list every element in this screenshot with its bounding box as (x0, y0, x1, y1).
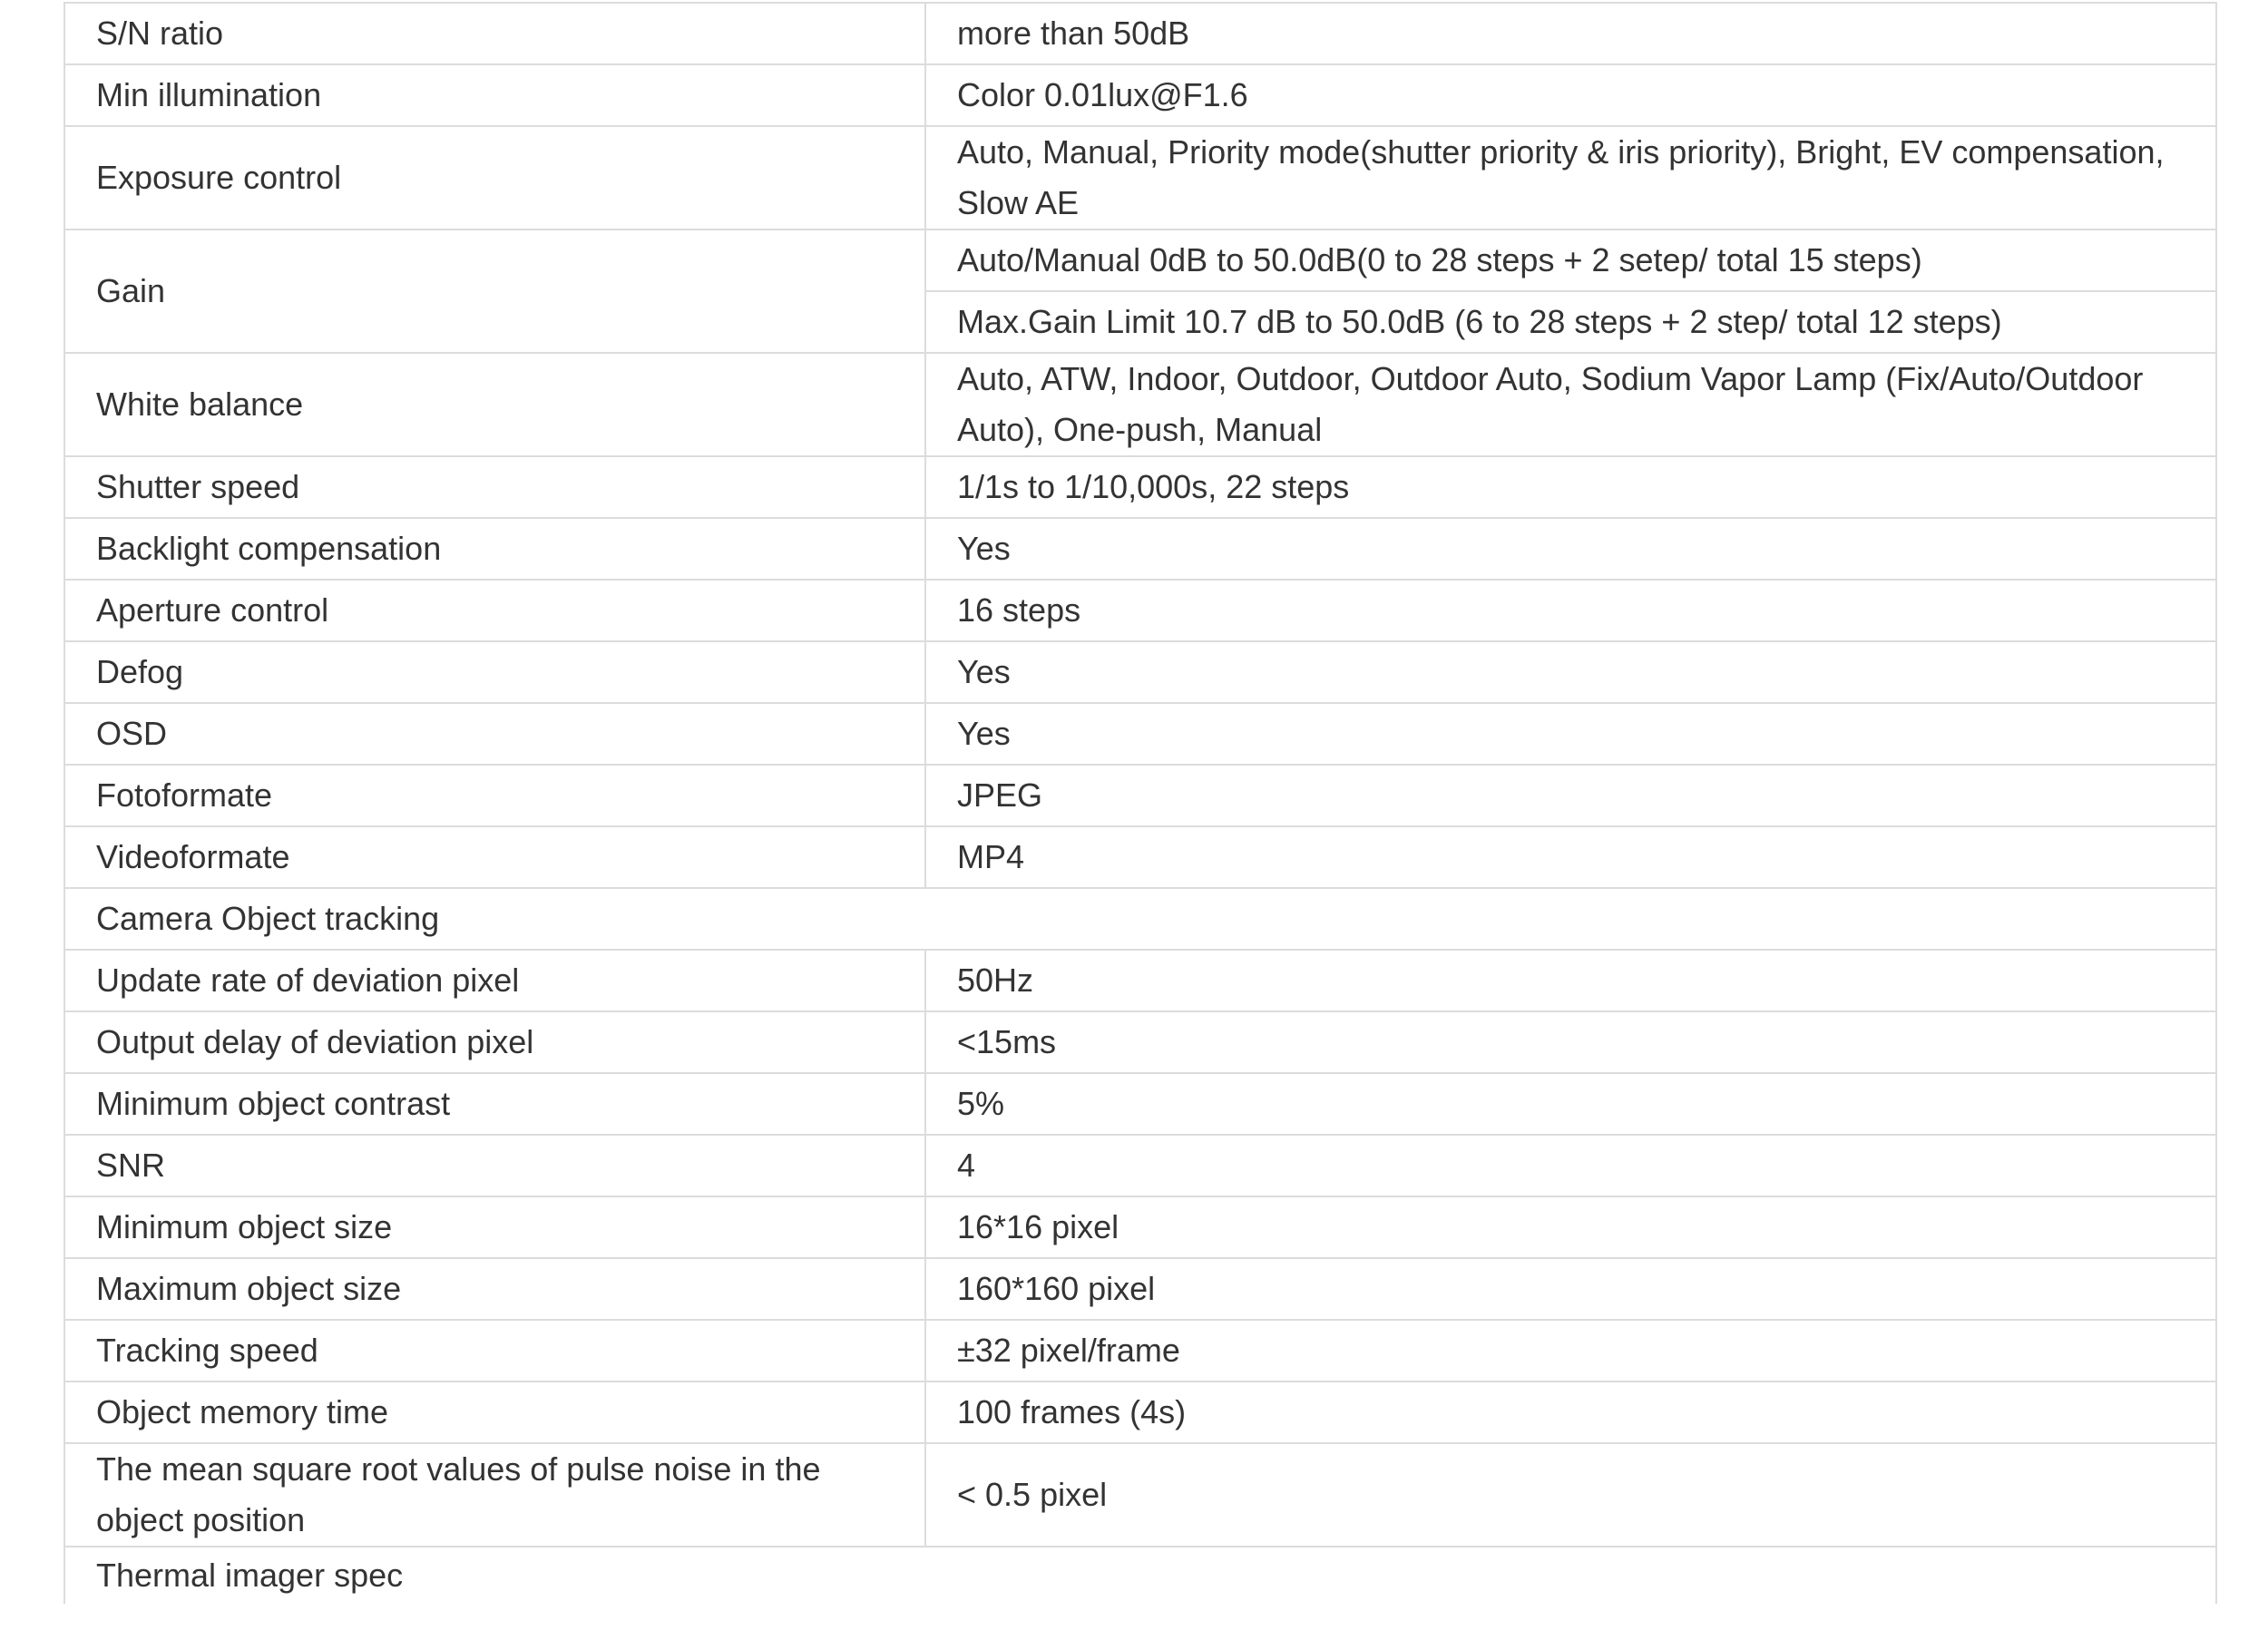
spec-label: Shutter speed (64, 456, 925, 518)
spec-label: SNR (64, 1135, 925, 1196)
spec-value: 1/1s to 1/10,000s, 22 steps (925, 456, 2216, 518)
table-row (64, 950, 2216, 1011)
spec-label: Maximum object size (64, 1258, 925, 1320)
spec-value: <15ms (925, 1011, 2216, 1073)
table-row (64, 641, 2216, 703)
table-row (64, 456, 2216, 518)
spec-label: Defog (64, 641, 925, 703)
spec-value: 16 steps (925, 580, 2216, 641)
spec-label: Min illumination (64, 64, 925, 126)
spec-label: The mean square root values of pulse noise in the object position (64, 1443, 925, 1547)
table-row (64, 1381, 2216, 1443)
spec-value: Max.Gain Limit 10.7 dB to 50.0dB (6 to 28 steps + 2 step/ total 12 steps) (925, 291, 2216, 353)
table-row (64, 1320, 2216, 1381)
table-row (64, 64, 2216, 126)
section-row (64, 1547, 2216, 1604)
spec-label: Videoformate (64, 826, 925, 888)
spec-label: Minimum object size (64, 1196, 925, 1258)
spec-value: 100 frames (4s) (925, 1381, 2216, 1443)
spec-label: Gain (64, 229, 925, 353)
table-row (64, 1011, 2216, 1073)
table-row (64, 1196, 2216, 1258)
spec-value: < 0.5 pixel (925, 1443, 2216, 1547)
spec-value: Color 0.01lux@F1.6 (925, 64, 2216, 126)
table-row (64, 1443, 2216, 1547)
spec-value: Auto/Manual 0dB to 50.0dB(0 to 28 steps + 2 setep/ total 15 steps) (925, 229, 2216, 291)
table-row (64, 353, 2216, 456)
table-row (64, 703, 2216, 765)
table-row (64, 229, 2216, 291)
table-row (64, 518, 2216, 580)
spec-value: Auto, Manual, Priority mode(shutter priority & iris priority), Bright, EV compensation, Slow AE (925, 126, 2216, 229)
spec-value: Yes (925, 518, 2216, 580)
spec-label: Minimum object contrast (64, 1073, 925, 1135)
spec-label: OSD (64, 703, 925, 765)
section-row (64, 888, 2216, 950)
spec-label: Fotoformate (64, 765, 925, 826)
spec-value: 4 (925, 1135, 2216, 1196)
table-row (64, 826, 2216, 888)
table-row (64, 126, 2216, 229)
table-row (64, 1258, 2216, 1320)
spec-label: S/N ratio (64, 3, 925, 64)
spec-label: Exposure control (64, 126, 925, 229)
spec-label: Tracking speed (64, 1320, 925, 1381)
table-row (64, 1135, 2216, 1196)
spec-label: Aperture control (64, 580, 925, 641)
spec-value: JPEG (925, 765, 2216, 826)
spec-value: Yes (925, 641, 2216, 703)
spec-value: Auto, ATW, Indoor, Outdoor, Outdoor Auto, Sodium Vapor Lamp (Fix/Auto/Outdoor Auto), One-push, Manual (925, 353, 2216, 456)
spec-value: ±32 pixel/frame (925, 1320, 2216, 1381)
table-row (64, 3, 2216, 64)
spec-value: Yes (925, 703, 2216, 765)
section-heading: Thermal imager spec (64, 1547, 2216, 1604)
spec-label: Object memory time (64, 1381, 925, 1443)
table-row (64, 580, 2216, 641)
spec-value: 16*16 pixel (925, 1196, 2216, 1258)
spec-label: White balance (64, 353, 925, 456)
table-row (64, 1073, 2216, 1135)
table-row (64, 765, 2216, 826)
spec-value: MP4 (925, 826, 2216, 888)
spec-value: 160*160 pixel (925, 1258, 2216, 1320)
section-heading: Camera Object tracking (64, 888, 2216, 950)
spec-table (64, 2, 2217, 1604)
spec-label: Output delay of deviation pixel (64, 1011, 925, 1073)
spec-value: 50Hz (925, 950, 2216, 1011)
spec-label: Backlight compensation (64, 518, 925, 580)
spec-label: Update rate of deviation pixel (64, 950, 925, 1011)
spec-value: more than 50dB (925, 3, 2216, 64)
spec-value: 5% (925, 1073, 2216, 1135)
